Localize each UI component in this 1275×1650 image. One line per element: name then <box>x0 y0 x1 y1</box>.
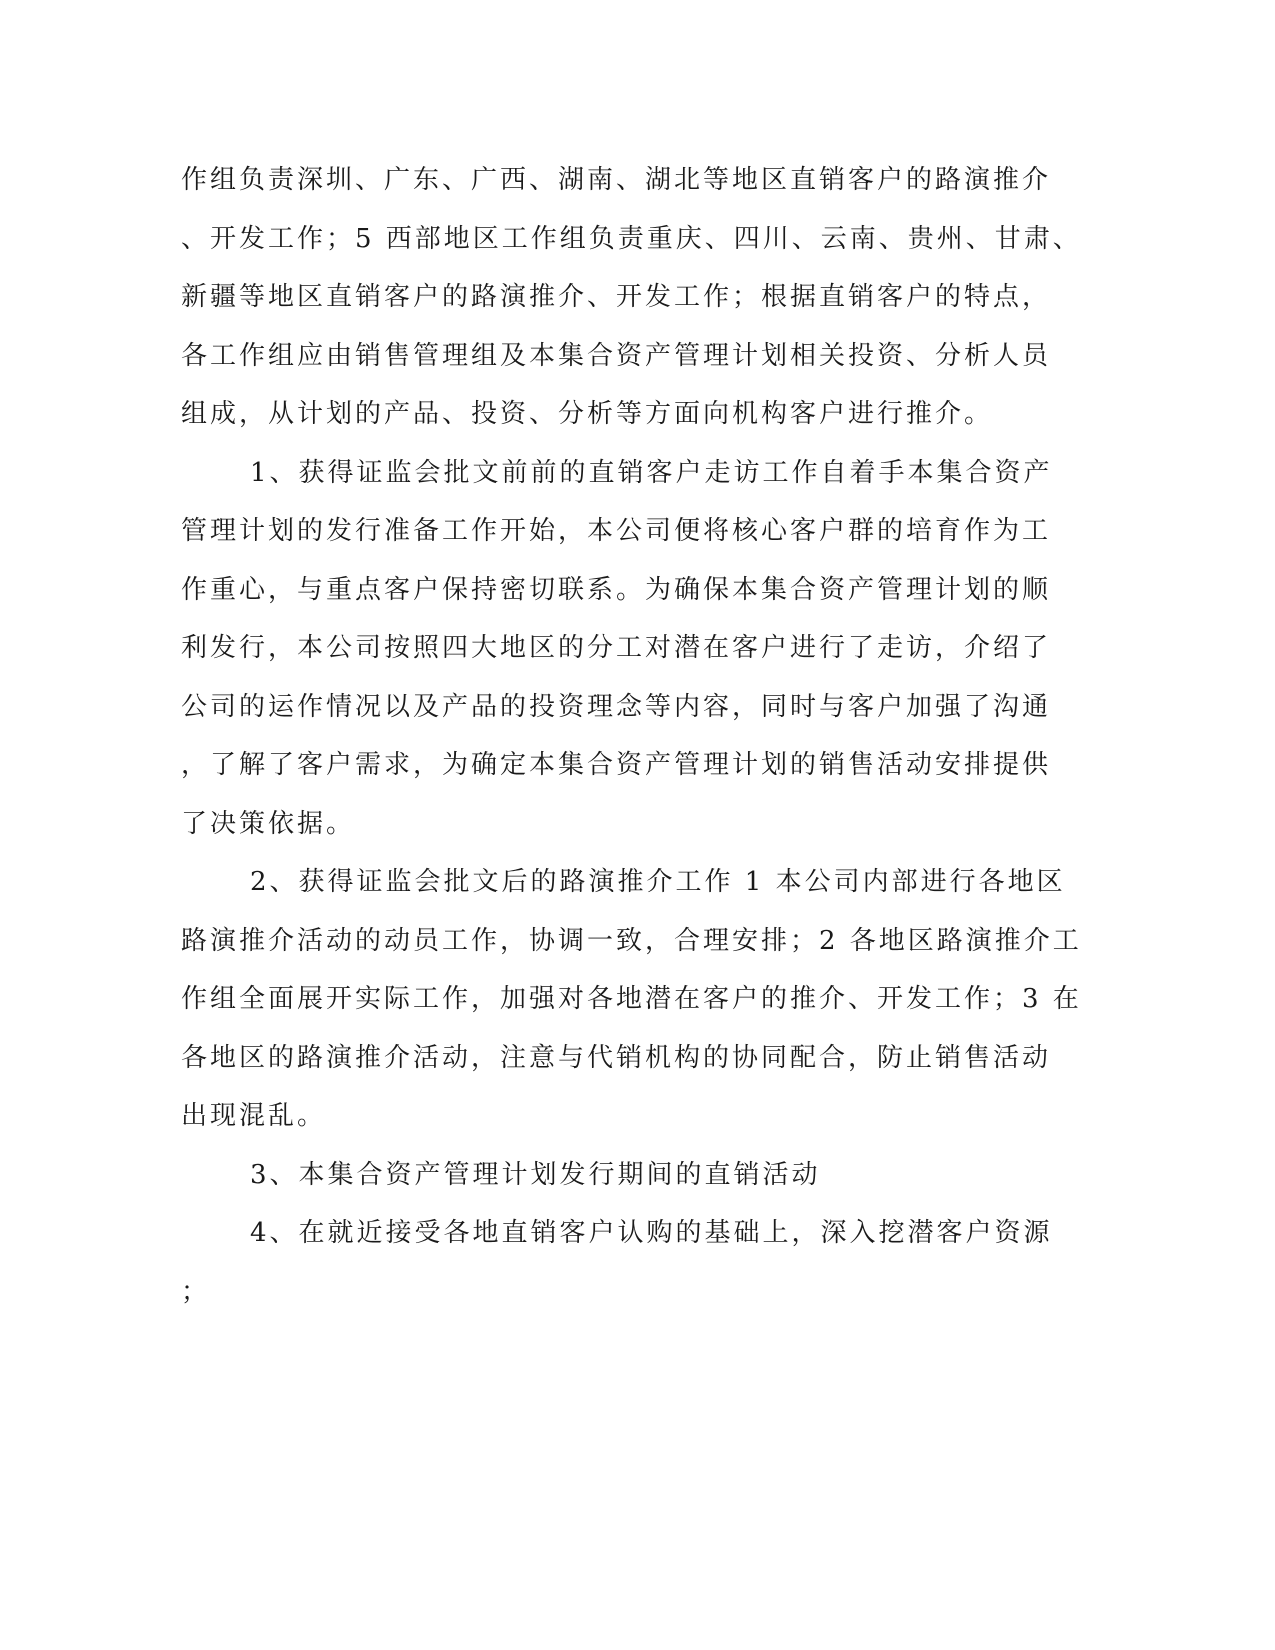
paragraph-3-line: 3、本集合资产管理计划发行期间的直销活动 <box>250 1160 821 1190</box>
paragraph-2-first-line: 2、获得证监会批文后的路演推介工作 1 本公司内部进行各地区 <box>250 867 1066 897</box>
text-line: 新疆等地区直销客户的路演推介、开发工作；根据直销客户的特点， <box>181 282 1052 312</box>
text-line: 组成，从计划的产品、投资、分析等方面向机构客户进行推介。 <box>181 399 994 429</box>
text-line: 路演推介活动的动员工作，协调一致，合理安排；2 各地区路演推介工 <box>181 926 1082 956</box>
paragraph-1-first-line: 1、获得证监会批文前前的直销客户走访工作自着手本集合资产 <box>250 458 1053 488</box>
text-line: 出现混乱。 <box>181 1101 327 1131</box>
text-line: ； <box>181 1277 211 1307</box>
text-line: 、开发工作；5 西部地区工作组负责重庆、四川、云南、贵州、甘肃、 <box>181 224 1082 254</box>
text-line: 公司的运作情况以及产品的投资理念等内容，同时与客户加强了沟通 <box>181 692 1052 722</box>
text-line: 作组全面展开实际工作，加强对各地潜在客户的推介、开发工作；3 在 <box>181 984 1082 1014</box>
text-line: 管理计划的发行准备工作开始，本公司便将核心客户群的培育作为工 <box>181 516 1052 546</box>
text-line: 了决策依据。 <box>181 809 356 839</box>
text-line: 各工作组应由销售管理组及本集合资产管理计划相关投资、分析人员 <box>181 341 1052 371</box>
text-line: 利发行，本公司按照四大地区的分工对潜在客户进行了走访，介绍了 <box>181 633 1052 663</box>
text-line: 各地区的路演推介活动，注意与代销机构的协同配合，防止销售活动 <box>181 1043 1052 1073</box>
paragraph-4-first-line: 4、在就近接受各地直销客户认购的基础上，深入挖潜客户资源 <box>250 1218 1053 1248</box>
text-line: ，了解了客户需求，为确定本集合资产管理计划的销售活动安排提供 <box>181 750 1052 780</box>
text-line: 作组负责深圳、广东、广西、湖南、湖北等地区直销客户的路演推介 <box>181 165 1052 195</box>
text-line: 作重心，与重点客户保持密切联系。为确保本集合资产管理计划的顺 <box>181 575 1052 605</box>
